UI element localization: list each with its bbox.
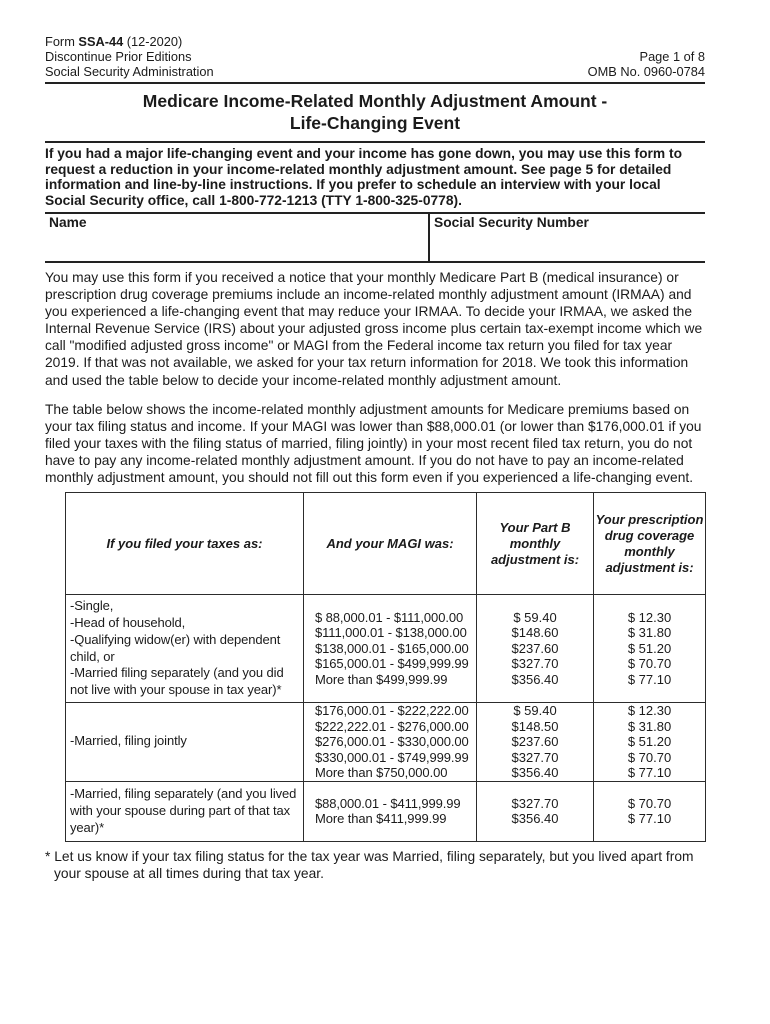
drug-cell bbox=[594, 595, 706, 703]
magi-range: $138,000.01 - $165,000.00 bbox=[315, 640, 469, 656]
part-b-cell bbox=[477, 781, 594, 841]
drug-amount: $ 31.80 bbox=[627, 718, 672, 734]
magi-range: $176,000.01 - $222,222.00 bbox=[315, 702, 469, 718]
status-item: -Single, bbox=[70, 598, 114, 614]
agency-line: Social Security Administration bbox=[45, 64, 214, 79]
footnote-text: Let us know if your tax filing status for the tax year was Married, filing separately, but you lived apart from your spouse at all times during that tax year. bbox=[54, 848, 694, 881]
status-item: -Qualifying widow(er) with dependent child, or bbox=[70, 631, 281, 664]
form-header-right bbox=[588, 49, 705, 79]
drug-amount: $ 51.20 bbox=[627, 640, 672, 656]
header-magi: And your MAGI was: bbox=[304, 493, 477, 595]
ssa-44-form-page bbox=[45, 34, 705, 882]
drug-amount: $ 77.10 bbox=[627, 765, 672, 781]
part-b-amount: $ 59.40 bbox=[513, 702, 557, 718]
part-b-amount: $327.70 bbox=[511, 749, 559, 765]
drug-cell bbox=[594, 702, 706, 781]
magi-cell bbox=[304, 595, 477, 703]
part-b-amount: $148.60 bbox=[511, 625, 559, 641]
magi-cell bbox=[304, 702, 477, 781]
drug-amount: $ 70.70 bbox=[627, 749, 672, 765]
paragraph-table-explanation: The table below shows the income-related monthly adjustment amounts for Medicare premiums based on your tax filing status and income. If your MAGI was lower than $88,000.01 (or lower than $176,000.01 if you filed your taxes with the filing status of married, filing jointly) in your most recent filed tax return, you do not have to pay any income-related monthly adjustment amount. If you do not have to pay an income-related monthly adjustment amount, you should not fill out this form even if you experienced a life-changing event. bbox=[45, 401, 702, 486]
table-row bbox=[66, 595, 706, 703]
drug-cell bbox=[594, 781, 706, 841]
table-row bbox=[66, 702, 706, 781]
magi-range: $ 88,000.01 - $111,000.00 bbox=[315, 609, 464, 625]
part-b-amount: $ 59.40 bbox=[513, 609, 557, 625]
footnote-marker: * bbox=[45, 848, 51, 864]
magi-range: $222,222.01 - $276,000.00 bbox=[315, 718, 469, 734]
drug-amount: $ 70.70 bbox=[627, 656, 672, 672]
drug-amount: $ 70.70 bbox=[627, 795, 672, 811]
magi-range: $165,000.01 - $499,999.99 bbox=[315, 656, 469, 672]
magi-range: More than $411,999.99 bbox=[315, 811, 447, 827]
magi-range: More than $750,000.00 bbox=[315, 765, 448, 781]
magi-range: $88,000.01 - $411,999.99 bbox=[315, 795, 461, 811]
part-b-amount: $237.60 bbox=[511, 734, 559, 750]
page-title-line-2: Life-Changing Event bbox=[289, 113, 461, 133]
part-b-cell bbox=[477, 595, 594, 703]
form-header bbox=[45, 34, 705, 84]
part-b-amount: $356.40 bbox=[511, 811, 559, 827]
ssn-field[interactable] bbox=[430, 214, 705, 261]
page-number: Page 1 of 8 bbox=[639, 49, 705, 64]
part-b-amount: $327.70 bbox=[511, 656, 559, 672]
name-field[interactable] bbox=[45, 214, 430, 261]
status-item: -Married filing separately (and you did not live with your spouse in tax year)* bbox=[70, 665, 284, 698]
drug-amount: $ 51.20 bbox=[627, 734, 672, 750]
filing-status-cell bbox=[66, 595, 304, 703]
magi-cell bbox=[304, 781, 477, 841]
part-b-amount: $148.50 bbox=[511, 718, 559, 734]
drug-amount: $ 31.80 bbox=[627, 625, 672, 641]
magi-range: More than $499,999.99 bbox=[315, 671, 448, 687]
irmaa-adjustment-table bbox=[65, 492, 706, 842]
part-b-cell bbox=[477, 702, 594, 781]
ssn-label: Social Security Number bbox=[434, 215, 589, 230]
part-b-amount: $356.40 bbox=[511, 671, 559, 687]
intro-paragraph: If you had a major life-changing event and your income has gone down, you may use this form to request a reduction in your income-related monthly adjustment amount. See page 5 for detailed information and line-by-line instructions. If you prefer to schedule an interview with your local Social Security office, call 1-800-772-1213 (TTY 1-800-325-0778). bbox=[45, 146, 683, 208]
part-b-amount: $327.70 bbox=[511, 795, 559, 811]
form-number-line: Form SSA-44 (12-2020) bbox=[45, 34, 183, 49]
part-b-amount: $356.40 bbox=[511, 765, 559, 781]
footnote bbox=[45, 848, 705, 882]
magi-range: $330,000.01 - $749,999.99 bbox=[315, 749, 469, 765]
header-drug-coverage: Your prescription drug coverage monthly adjustment is: bbox=[594, 493, 706, 595]
header-part-b: Your Part B monthly adjustment is: bbox=[477, 493, 594, 595]
identity-row bbox=[45, 212, 705, 263]
table-row bbox=[66, 781, 706, 841]
discontinue-line: Discontinue Prior Editions bbox=[45, 49, 192, 64]
filing-status-cell bbox=[66, 781, 304, 841]
omb-number: OMB No. 0960-0784 bbox=[587, 64, 705, 79]
header-filing-status: If you filed your taxes as: bbox=[66, 493, 304, 595]
page-title-line-1: Medicare Income-Related Monthly Adjustment Amount - bbox=[142, 91, 608, 111]
magi-range: $276,000.01 - $330,000.00 bbox=[315, 734, 469, 750]
magi-range: $111,000.01 - $138,000.00 bbox=[315, 625, 467, 641]
form-header-left bbox=[45, 34, 214, 79]
status-item: -Head of household, bbox=[70, 614, 186, 630]
drug-amount: $ 12.30 bbox=[627, 609, 672, 625]
filing-status-cell bbox=[66, 702, 304, 781]
form-number: SSA-44 bbox=[78, 34, 124, 49]
drug-amount: $ 77.10 bbox=[627, 671, 672, 687]
part-b-amount: $237.60 bbox=[511, 640, 559, 656]
paragraph-irmaa-explanation: You may use this form if you received a notice that your monthly Medicare Part B (medical insurance) or prescription drug coverage premiums include an income-related monthly adjustment amount (IRMAA) and you experienced a life-changing event that may reduce your IRMAA. To decide your IRMAA, we asked the Internal Revenue Service (IRS) about your adjusted gross income plus certain tax-exempt income which we call "modified adjusted gross income" or MAGI from the Federal income tax return you filed for tax year 2019. If that was not available, we asked for your tax return information for 2018. We took this information and used the table below to decide your income-related monthly adjustment amount. bbox=[45, 270, 703, 388]
status-item: -Married, filing separately (and you lived with your spouse during part of that tax year)* bbox=[70, 786, 297, 835]
status-item: -Married, filing jointly bbox=[70, 733, 187, 749]
table-header-row bbox=[66, 493, 706, 595]
drug-amount: $ 12.30 bbox=[627, 702, 672, 718]
name-label: Name bbox=[49, 215, 87, 230]
drug-amount: $ 77.10 bbox=[627, 811, 672, 827]
page-title bbox=[45, 84, 705, 143]
